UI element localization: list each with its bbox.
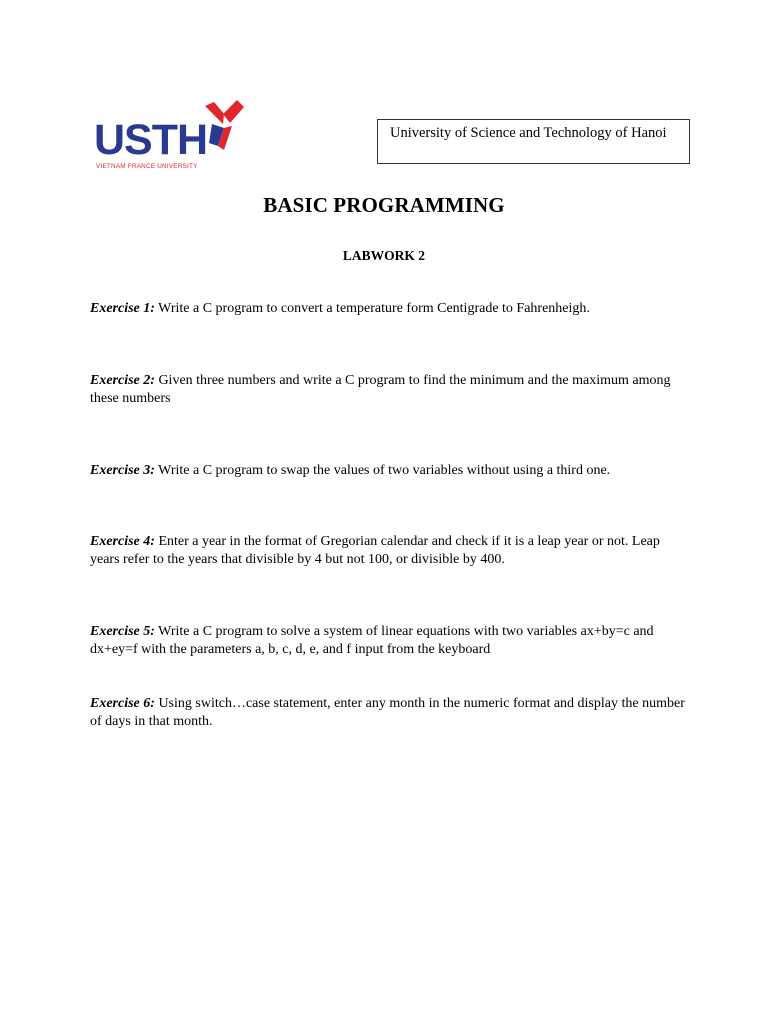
usth-logo xyxy=(92,98,252,174)
document-subtitle: LABWORK 2 xyxy=(342,248,426,263)
usth-logo-graphic xyxy=(92,98,252,174)
logo-tagline: VIETNAM FRANCE UNIVERSITY xyxy=(96,163,198,170)
exercise-3-label: Exercise 3: xyxy=(90,463,155,478)
logo-chevron-icon xyxy=(205,100,244,150)
exercise-5-label: Exercise 5: xyxy=(90,624,155,639)
exercise-5-text: Write a C program to solve a system of linear equations with two variables ax+by=c and dx+ey=f with the parameters a, b, c, d, e, and f input from the keyboard xyxy=(90,624,654,657)
exercise-1 xyxy=(90,300,690,318)
document-title: BASIC PROGRAMMING xyxy=(263,193,505,217)
university-name: University of Science and Technology of Hanoi xyxy=(390,125,667,141)
exercise-4-text: Enter a year in the format of Gregorian calendar and check if it is a leap year or not. Leap years refer to the years that divisible by 4 but not 100, or divisible by 400. xyxy=(90,534,660,567)
university-name-box xyxy=(377,119,690,164)
exercise-2-text: Given three numbers and write a C program to find the minimum and the maximum among these numbers xyxy=(90,373,671,406)
exercise-6-text: Using switch…case statement, enter any month in the numeric format and display the number of days in that month. xyxy=(90,696,685,729)
exercise-3-text: Write a C program to swap the values of two variables without using a third one. xyxy=(154,463,611,478)
exercise-4 xyxy=(90,533,690,569)
logo-wordmark: USTH xyxy=(94,116,208,164)
exercise-2 xyxy=(90,372,690,408)
exercise-1-text: Write a C program to convert a temperature form Centigrade to Fahrenheigh. xyxy=(154,301,590,316)
exercise-1-label: Exercise 1: xyxy=(90,301,155,316)
exercise-5 xyxy=(90,623,690,659)
exercise-6-label: Exercise 6: xyxy=(90,696,155,711)
exercise-3 xyxy=(90,462,690,480)
exercise-4-label: Exercise 4: xyxy=(90,534,155,549)
exercise-6 xyxy=(90,695,690,731)
exercise-2-label: Exercise 2: xyxy=(90,373,155,388)
